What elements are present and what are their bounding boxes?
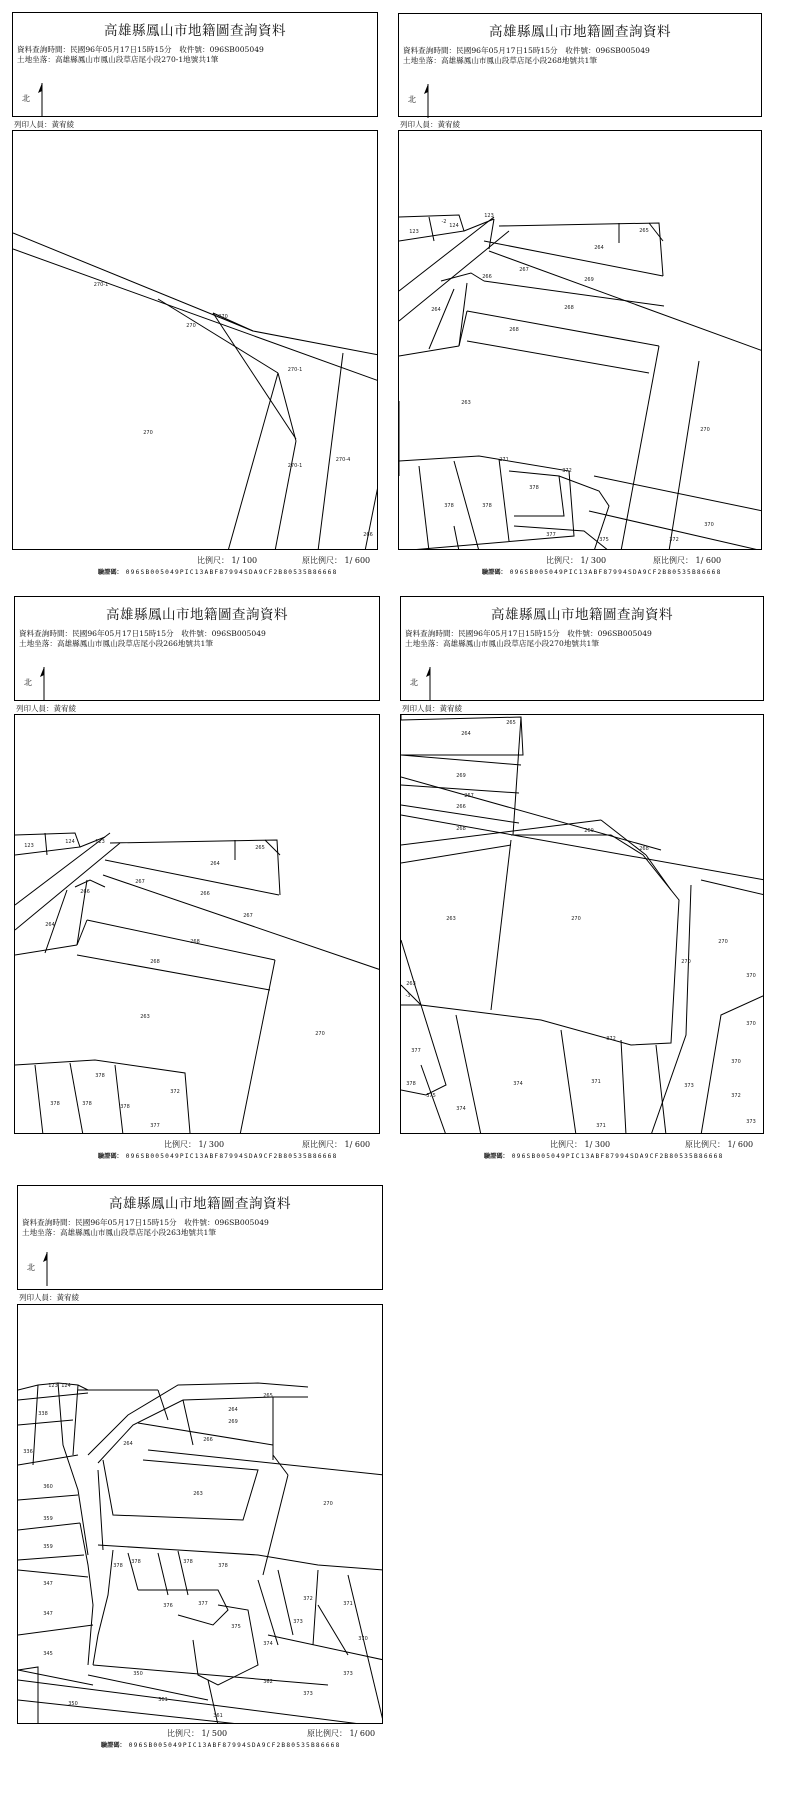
land-location: 土地坐落：高雄縣鳳山市鳳山段草店尾小段270-1地號共1筆 bbox=[17, 55, 219, 64]
svg-text:263: 263 bbox=[406, 981, 416, 987]
svg-text:123: 123 bbox=[409, 229, 419, 235]
svg-text:268: 268 bbox=[456, 826, 466, 832]
verification-code: 驗證碼： 096SB005049PIC13ABF87994SDA9CF2B80535B86668 bbox=[484, 1153, 724, 1160]
svg-text:263: 263 bbox=[140, 1014, 150, 1020]
svg-text:371: 371 bbox=[591, 1079, 601, 1085]
query-time: 資料查詢時間：民國96年05月17日15時15分 收件號：096SB005049 bbox=[17, 45, 264, 54]
svg-text:271: 271 bbox=[499, 457, 509, 463]
svg-text:266: 266 bbox=[456, 804, 466, 810]
svg-text:270: 270 bbox=[186, 323, 196, 329]
printer-name: 列印人員：黃宥綾 bbox=[402, 704, 462, 713]
svg-text:270: 270 bbox=[718, 939, 728, 945]
svg-text:378: 378 bbox=[95, 1073, 105, 1079]
svg-text:265: 265 bbox=[255, 845, 265, 851]
print-scale: 比例尺： 1/ 300 bbox=[546, 556, 607, 565]
original-scale: 原比例尺： 1/ 600 bbox=[302, 556, 371, 565]
svg-text:378: 378 bbox=[183, 1559, 193, 1565]
printer-name: 列印人員：黃宥綾 bbox=[400, 120, 460, 129]
print-scale: 比例尺： 1/ 300 bbox=[164, 1140, 225, 1149]
svg-text:378: 378 bbox=[482, 503, 492, 509]
sheet-title: 高雄縣鳳山市地籍圖查詢資料 bbox=[104, 23, 286, 39]
svg-text:266: 266 bbox=[200, 891, 210, 897]
north-arrow-icon: 北 bbox=[27, 1252, 55, 1286]
svg-text:374: 374 bbox=[456, 1106, 466, 1112]
svg-text:267: 267 bbox=[135, 879, 145, 885]
svg-text:267: 267 bbox=[464, 793, 474, 799]
svg-text:370: 370 bbox=[704, 522, 714, 528]
svg-text:270: 270 bbox=[143, 430, 153, 436]
svg-text:-3: -3 bbox=[405, 993, 411, 999]
printer-name: 列印人員：黃宥綾 bbox=[19, 1293, 79, 1302]
print-scale: 比例尺： 1/ 100 bbox=[197, 556, 258, 565]
svg-text:268: 268 bbox=[509, 327, 519, 333]
svg-text:373: 373 bbox=[684, 1083, 694, 1089]
svg-text:124: 124 bbox=[61, 1383, 71, 1389]
svg-text:350: 350 bbox=[133, 1671, 143, 1677]
svg-text:378: 378 bbox=[131, 1559, 141, 1565]
svg-text:268: 268 bbox=[190, 939, 200, 945]
svg-text:371: 371 bbox=[343, 1601, 353, 1607]
original-scale: 原比例尺： 1/ 600 bbox=[653, 556, 722, 565]
svg-text:270-1: 270-1 bbox=[93, 282, 109, 288]
print-scale: 比例尺： 1/ 300 bbox=[550, 1140, 611, 1149]
sheet-header bbox=[14, 596, 380, 701]
svg-text:372: 372 bbox=[731, 1093, 741, 1099]
printer-name: 列印人員：黃宥綾 bbox=[16, 704, 76, 713]
cadastral-map bbox=[400, 714, 764, 1134]
svg-text:378: 378 bbox=[406, 1081, 416, 1087]
svg-text:373: 373 bbox=[746, 1119, 756, 1125]
svg-text:372: 372 bbox=[303, 1596, 313, 1602]
svg-text:268: 268 bbox=[564, 305, 574, 311]
cadastral-map bbox=[14, 714, 380, 1134]
original-scale: 原比例尺： 1/ 600 bbox=[685, 1140, 754, 1149]
svg-text:269: 269 bbox=[228, 1419, 238, 1425]
svg-text:373: 373 bbox=[343, 1671, 353, 1677]
svg-text:378: 378 bbox=[218, 1563, 228, 1569]
svg-text:265: 265 bbox=[506, 720, 516, 726]
svg-text:270: 270 bbox=[315, 1031, 325, 1037]
cadastral-map bbox=[12, 130, 378, 550]
svg-text:375: 375 bbox=[599, 537, 609, 543]
svg-text:269: 269 bbox=[584, 277, 594, 283]
svg-text:264: 264 bbox=[123, 1441, 133, 1447]
svg-text:269: 269 bbox=[456, 773, 466, 779]
svg-text:264: 264 bbox=[431, 307, 441, 313]
svg-text:267: 267 bbox=[519, 267, 529, 273]
north-arrow-icon: 北 bbox=[22, 83, 50, 117]
north-arrow-icon: 北 bbox=[408, 84, 436, 118]
svg-text:264: 264 bbox=[210, 861, 220, 867]
svg-text:270: 270 bbox=[323, 1501, 333, 1507]
sheet-header bbox=[398, 13, 762, 117]
svg-text:370: 370 bbox=[746, 1021, 756, 1027]
svg-text:264: 264 bbox=[594, 245, 604, 251]
verification-code: 驗證碼： 096SB005049PIC13ABF87994SDA9CF2B80535B86668 bbox=[101, 1742, 341, 1749]
svg-text:372: 372 bbox=[669, 537, 679, 543]
svg-text:378: 378 bbox=[444, 503, 454, 509]
svg-text:265: 265 bbox=[263, 1393, 273, 1399]
svg-text:267: 267 bbox=[243, 913, 253, 919]
svg-text:362: 362 bbox=[263, 1679, 273, 1685]
svg-text:270-4: 270-4 bbox=[335, 457, 351, 463]
printer-name: 列印人員：黃宥綾 bbox=[14, 120, 74, 129]
svg-text:376: 376 bbox=[163, 1603, 173, 1609]
svg-text:336: 336 bbox=[23, 1449, 33, 1455]
sheet-header bbox=[12, 12, 378, 117]
svg-text:-2: -2 bbox=[441, 219, 447, 225]
print-scale: 比例尺： 1/ 500 bbox=[167, 1729, 228, 1738]
sheet-title: 高雄縣鳳山市地籍圖查詢資料 bbox=[106, 607, 288, 623]
sheet-header bbox=[17, 1185, 383, 1290]
svg-text:372: 372 bbox=[170, 1089, 180, 1095]
svg-text:124: 124 bbox=[449, 223, 459, 229]
svg-text:270-1: 270-1 bbox=[287, 367, 303, 373]
svg-text:270-1: 270-1 bbox=[287, 463, 303, 469]
svg-text:123: 123 bbox=[95, 839, 105, 845]
svg-text:269: 269 bbox=[584, 828, 594, 834]
original-scale: 原比例尺： 1/ 600 bbox=[302, 1140, 371, 1149]
svg-text:338: 338 bbox=[38, 1411, 48, 1417]
svg-text:377: 377 bbox=[150, 1123, 160, 1129]
svg-text:360: 360 bbox=[43, 1484, 53, 1490]
svg-text:123: 123 bbox=[484, 213, 494, 219]
svg-text:359: 359 bbox=[43, 1544, 53, 1550]
svg-text:123: 123 bbox=[48, 1383, 58, 1389]
svg-text:374: 374 bbox=[513, 1081, 523, 1087]
svg-text:371: 371 bbox=[596, 1123, 606, 1129]
sheet-title: 高雄縣鳳山市地籍圖查詢資料 bbox=[489, 24, 671, 40]
svg-text:375: 375 bbox=[426, 1093, 436, 1099]
svg-text:370: 370 bbox=[358, 1636, 368, 1642]
svg-text:373: 373 bbox=[293, 1619, 303, 1625]
north-arrow-icon: 北 bbox=[24, 667, 52, 701]
svg-text:268: 268 bbox=[639, 846, 649, 852]
svg-text:370: 370 bbox=[731, 1059, 741, 1065]
svg-text:270: 270 bbox=[218, 314, 228, 320]
query-time: 資料查詢時間：民國96年05月17日15時15分 收件號：096SB005049 bbox=[405, 629, 652, 638]
query-time: 資料查詢時間：民國96年05月17日15時15分 收件號：096SB005049 bbox=[403, 46, 650, 55]
sheet-title: 高雄縣鳳山市地籍圖查詢資料 bbox=[109, 1196, 291, 1212]
svg-text:270: 270 bbox=[700, 427, 710, 433]
svg-text:263: 263 bbox=[446, 916, 456, 922]
sheet-header bbox=[400, 596, 764, 701]
svg-text:377: 377 bbox=[546, 532, 556, 538]
svg-text:375: 375 bbox=[231, 1624, 241, 1630]
svg-text:370: 370 bbox=[746, 973, 756, 979]
svg-text:263: 263 bbox=[461, 400, 471, 406]
svg-text:270: 270 bbox=[571, 916, 581, 922]
cadastral-map bbox=[398, 130, 762, 550]
svg-text:372: 372 bbox=[562, 468, 572, 474]
svg-text:268: 268 bbox=[150, 959, 160, 965]
svg-text:378: 378 bbox=[82, 1101, 92, 1107]
svg-text:373: 373 bbox=[303, 1691, 313, 1697]
svg-text:266: 266 bbox=[482, 274, 492, 280]
svg-text:265: 265 bbox=[639, 228, 649, 234]
svg-text:264: 264 bbox=[228, 1407, 238, 1413]
verification-code: 驗證碼： 096SB005049PIC13ABF87994SDA9CF2B80535B86668 bbox=[482, 569, 722, 576]
svg-text:124: 124 bbox=[65, 839, 75, 845]
svg-text:264: 264 bbox=[45, 922, 55, 928]
svg-text:378: 378 bbox=[120, 1104, 130, 1110]
sheet-title: 高雄縣鳳山市地籍圖查詢資料 bbox=[491, 607, 673, 623]
svg-text:350: 350 bbox=[68, 1701, 78, 1707]
land-location: 土地坐落：高雄縣鳳山市鳳山段草店尾小段266地號共1筆 bbox=[19, 639, 213, 648]
north-arrow-icon: 北 bbox=[410, 667, 438, 701]
svg-text:264: 264 bbox=[461, 731, 471, 737]
svg-text:378: 378 bbox=[529, 485, 539, 491]
svg-text:270: 270 bbox=[681, 959, 691, 965]
land-location: 土地坐落：高雄縣鳳山市鳳山段草店尾小段268地號共1筆 bbox=[403, 56, 597, 65]
query-time: 資料查詢時間：民國96年05月17日15時15分 收件號：096SB005049 bbox=[19, 629, 266, 638]
svg-text:377: 377 bbox=[198, 1601, 208, 1607]
svg-text:378: 378 bbox=[50, 1101, 60, 1107]
svg-text:266: 266 bbox=[203, 1437, 213, 1443]
svg-text:263: 263 bbox=[193, 1491, 203, 1497]
svg-text:347: 347 bbox=[43, 1581, 53, 1587]
verification-code: 驗證碼： 096SB005049PIC13ABF87994SDA9CF2B80535B86668 bbox=[98, 569, 338, 576]
svg-text:359: 359 bbox=[43, 1516, 53, 1522]
svg-text:372: 372 bbox=[606, 1036, 616, 1042]
cadastral-map bbox=[17, 1304, 383, 1724]
verification-code: 驗證碼： 096SB005049PIC13ABF87994SDA9CF2B80535B86668 bbox=[98, 1153, 338, 1160]
svg-text:266: 266 bbox=[363, 532, 373, 538]
svg-text:266: 266 bbox=[80, 889, 90, 895]
land-location: 土地坐落：高雄縣鳳山市鳳山段草店尾小段270地號共1筆 bbox=[405, 639, 599, 648]
svg-text:123: 123 bbox=[24, 843, 34, 849]
original-scale: 原比例尺： 1/ 600 bbox=[307, 1729, 376, 1738]
land-location: 土地坐落：高雄縣鳳山市鳳山段草店尾小段263地號共1筆 bbox=[22, 1228, 216, 1237]
svg-text:378: 378 bbox=[113, 1563, 123, 1569]
svg-text:361: 361 bbox=[158, 1697, 168, 1703]
svg-text:361: 361 bbox=[213, 1713, 223, 1719]
svg-text:377: 377 bbox=[411, 1048, 421, 1054]
svg-text:345: 345 bbox=[43, 1651, 53, 1657]
query-time: 資料查詢時間：民國96年05月17日15時15分 收件號：096SB005049 bbox=[22, 1218, 269, 1227]
svg-text:347: 347 bbox=[43, 1611, 53, 1617]
svg-text:374: 374 bbox=[263, 1641, 273, 1647]
